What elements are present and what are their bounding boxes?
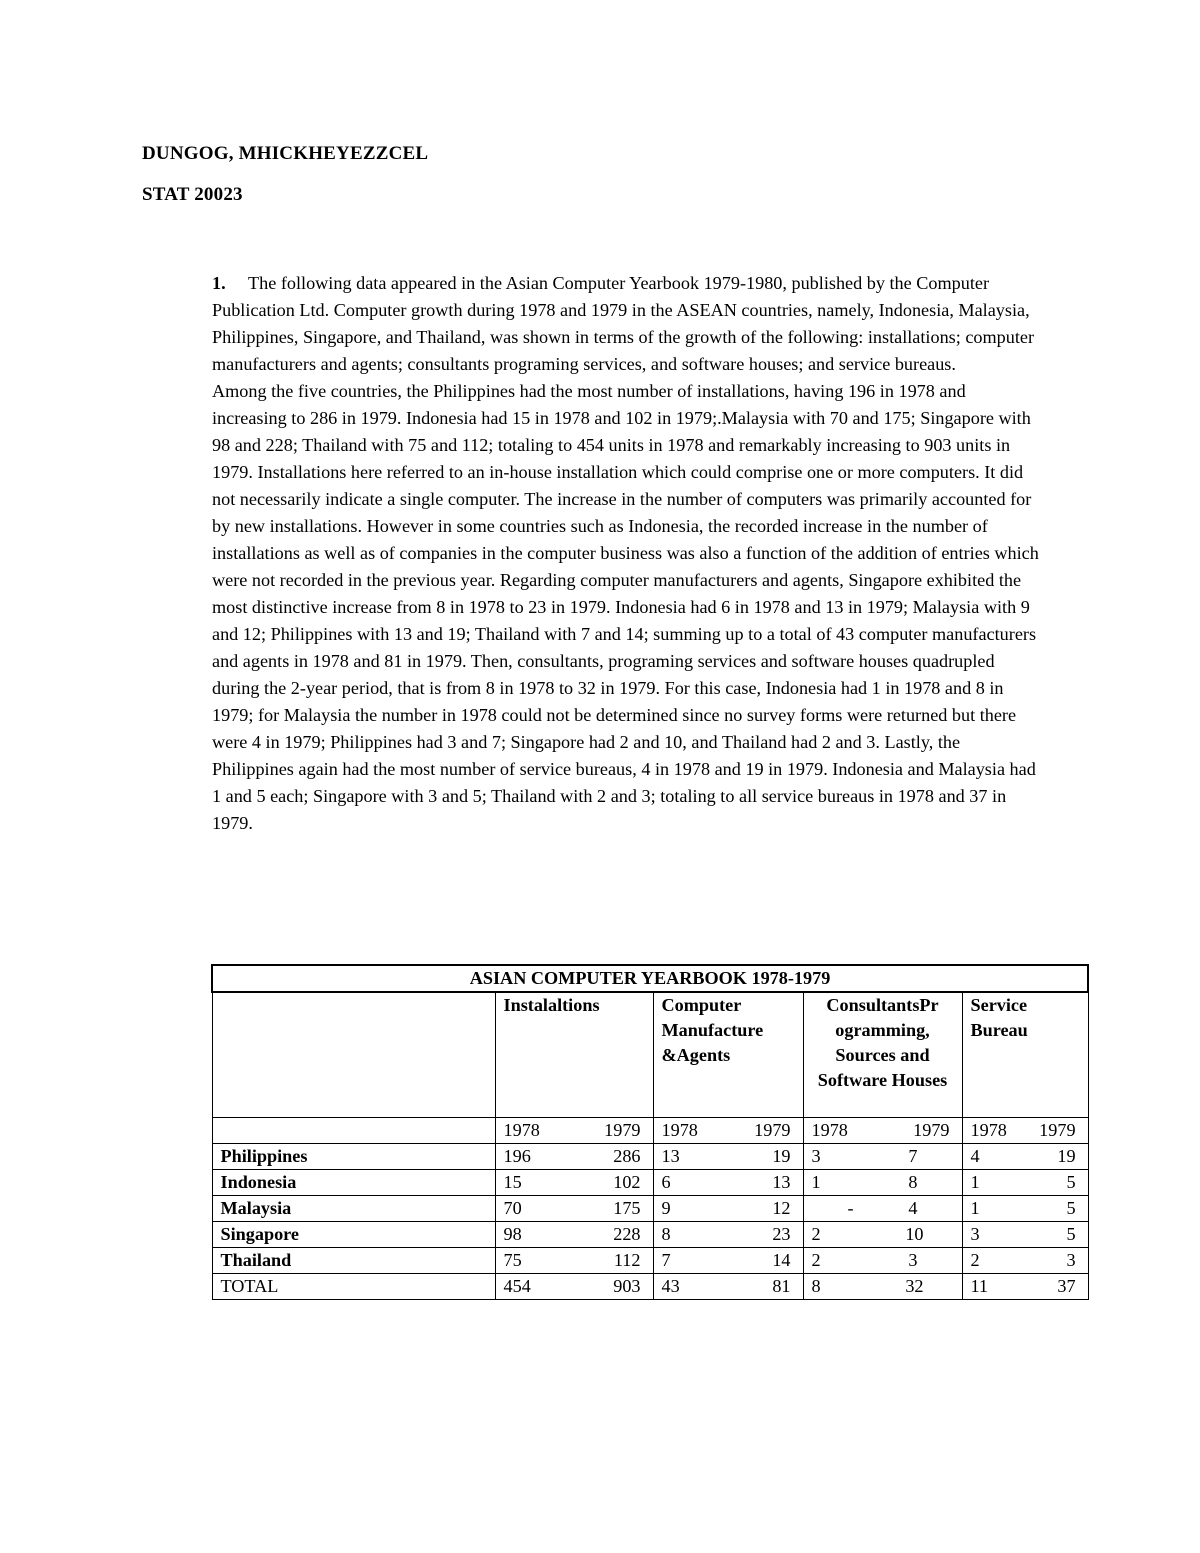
total-value: 81 [772,1276,791,1296]
data-cell [962,1144,1088,1170]
year-1979: 1979 [1039,1120,1076,1140]
country-label: Thailand [212,1248,495,1274]
year-1979: 1979 [754,1120,791,1140]
year-1979: 1979 [913,1120,950,1140]
value: 2 [970,1250,980,1270]
data-cell [495,1170,653,1196]
data-cell [495,1144,653,1170]
value: 19 [1057,1146,1076,1166]
group-header-installations: Instalaltions [495,992,653,1118]
value: 6 [661,1172,671,1192]
value: 8 [908,1172,918,1192]
year-1979: 1979 [604,1120,641,1140]
value: 8 [661,1224,671,1244]
value: 196 [503,1146,531,1166]
question-paragraph-2: Among the five countries, the Philippines had the most number of installations, having 196 in 1978 and increasing to 286 in 1979. Indonesia had 15 in 1978 and 102 in 1979;.Malaysia with 70 and 175; Singapore with 98 and 228; Thailand with 75 and 112; totaling to 454 units in 1978 and remarkably increasing to 903 units in 1979. Installations here referred to an in-house installation which could comprise one or more computers. It did not necessarily indicate a single computer. The increase in the number of computers was primarily accounted for by new installations. However in some countries such as Indonesia, the recorded increase in the number of installations as well as of companies in the computer business was also a function of the addition of entries which were not recorded in the previous year. Regarding computer manufacturers and agents, Singapore exhibited the most distinctive increase from 8 in 1978 to 23 in 1979. Indonesia had 6 in 1978 and 13 in 1979; Malaysia with 9 and 12; Philippines with 13 and 19; Thailand with 7 and 14; summing up to a total of 43 computer manufacturers and agents in 1978 and 81 in 1979. Then, consultants, programing services and software houses quadrupled during the 2-year period, that is from 8 in 1978 to 32 in 1979. For this case, Indonesia had 1 in 1978 and 8 in 1979; for Malaysia the number in 1978 could not be determined since no survey forms were returned but there were 4 in 1979; Philippines had 3 and 7; Singapore had 2 and 10, and Thailand had 2 and 3. Lastly, the Philippines again had the most number of service bureaus, 4 in 1978 and 19 in 1979. Indonesia and Malaysia had 1 and 5 each; Singapore with 3 and 5; Thailand with 2 and 3; totaling to all service bureaus in 1978 and 37 in 1979. [212,381,1039,833]
value: 3 [970,1224,980,1244]
value: 13 [661,1146,680,1166]
data-cell [653,1222,803,1248]
total-value: 11 [970,1276,989,1296]
value: 5 [1066,1198,1076,1218]
value: 5 [1066,1172,1076,1192]
year-cell [803,1118,962,1144]
value: 10 [905,1224,924,1244]
data-cell [803,1248,962,1274]
value: 23 [772,1224,791,1244]
value: 13 [772,1172,791,1192]
value: 15 [503,1172,522,1192]
year-cell [495,1118,653,1144]
value: 228 [613,1224,641,1244]
yearbook-table [211,964,1089,1300]
question-paragraph-1 [212,270,1042,378]
data-cell [495,1196,653,1222]
total-value: 43 [661,1276,680,1296]
data-cell [803,1170,962,1196]
data-cell [962,1222,1088,1248]
total-cell [495,1274,653,1300]
value: 286 [613,1146,641,1166]
country-label: Indonesia [212,1170,495,1196]
table-total-row [212,1274,1088,1300]
data-cell [962,1196,1088,1222]
table-row [212,1196,1088,1222]
value: 3 [908,1250,918,1270]
total-value: 32 [905,1276,924,1296]
value: 75 [503,1250,522,1270]
question-paragraph-1-text: The following data appeared in the Asian Computer Yearbook 1979-1980, published by the Computer Publication Ltd. Computer growth during 1978 and 1979 in the ASEAN countries, namely, Indonesia, Malaysia, Philippines, Singapore, and Thailand, was shown in terms of the growth of the following: installations; computer manufacturers and agents; consultants programing services, and software houses; and service bureaus. [212,273,1035,374]
value: 4 [970,1146,980,1166]
table-row [212,1170,1088,1196]
value: 9 [661,1198,671,1218]
value: 2 [811,1250,821,1270]
total-value: 454 [503,1276,531,1296]
country-label: Malaysia [212,1196,495,1222]
data-cell [803,1196,962,1222]
country-label: Singapore [212,1222,495,1248]
value: 2 [811,1224,821,1244]
year-1978: 1978 [661,1120,698,1140]
group-header-manufacturers: Computer Manufacture &Agents [653,992,803,1118]
total-cell [962,1274,1088,1300]
year-1978: 1978 [970,1120,1007,1140]
data-cell [962,1248,1088,1274]
year-1978: 1978 [503,1120,540,1140]
data-cell [653,1196,803,1222]
year-cell [962,1118,1088,1144]
value: 12 [772,1198,791,1218]
course-code: STAT 20023 [142,184,243,205]
data-cell [962,1170,1088,1196]
data-cell [803,1222,962,1248]
value: 7 [908,1146,918,1166]
value: 4 [908,1198,918,1218]
year-1978: 1978 [811,1120,848,1140]
value: 70 [503,1198,522,1218]
table-row [212,1222,1088,1248]
group-header-consultants: ConsultantsPr ogramming, Sources and Software Houses [803,992,962,1118]
data-cell [653,1248,803,1274]
total-cell [803,1274,962,1300]
data-cell [495,1248,653,1274]
data-cell [495,1222,653,1248]
value: 112 [613,1250,641,1270]
table-row [212,1248,1088,1274]
value: 3 [811,1146,821,1166]
data-cell [653,1144,803,1170]
value: 1 [970,1172,980,1192]
total-value: 903 [613,1276,641,1296]
total-label: TOTAL [212,1274,495,1300]
table-corner-cell [212,992,495,1118]
value: 3 [1066,1250,1076,1270]
total-cell [653,1274,803,1300]
country-label: Philippines [212,1144,495,1170]
value: 175 [613,1198,641,1218]
value: 7 [661,1250,671,1270]
value: 1 [970,1198,980,1218]
student-name: DUNGOG, MHICKHEYEZZCEL [142,143,429,164]
group-header-service-bureau: Service Bureau [962,992,1088,1118]
value: 1 [811,1172,821,1192]
value: 14 [772,1250,791,1270]
value: 5 [1066,1224,1076,1244]
value: 98 [503,1224,522,1244]
question-number: 1. [212,273,226,293]
year-cell [653,1118,803,1144]
value: 19 [772,1146,791,1166]
year-header-row [212,1118,1088,1144]
value: - [847,1198,854,1218]
total-value: 8 [811,1276,821,1296]
value: 102 [613,1172,641,1192]
total-value: 37 [1057,1276,1076,1296]
year-row-label-cell [212,1118,495,1144]
data-cell [653,1170,803,1196]
table-title: ASIAN COMPUTER YEARBOOK 1978-1979 [212,965,1088,992]
table-row [212,1144,1088,1170]
data-cell [803,1144,962,1170]
question-1 [212,270,1042,837]
